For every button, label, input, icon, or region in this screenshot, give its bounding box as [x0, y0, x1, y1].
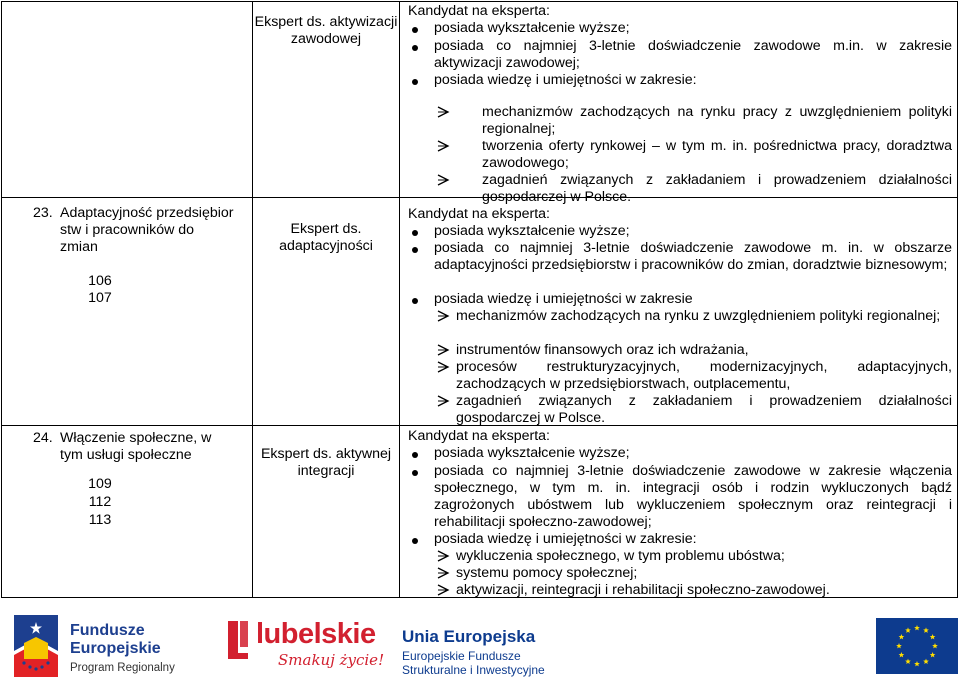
bullet-icon — [412, 230, 418, 236]
row-name-line: Adaptacyjność przedsiębior — [60, 205, 234, 221]
code-106: 106 — [88, 273, 112, 289]
row-number-23: 23. — [33, 205, 53, 221]
requirement-subitem: procesów restrukturyzacyjnych, modernizacyjnych, adaptacyjnych, zachodzących w przedsiębiorstwach, outplacementu, — [456, 359, 952, 392]
expert-aktywnej-integracji: Ekspert ds. aktywnej integracji — [260, 446, 392, 479]
arrow-bullet-icon — [436, 566, 450, 580]
row-number-24: 24. — [33, 430, 53, 446]
code-109: 109 — [88, 476, 112, 492]
bullet-icon — [412, 470, 418, 476]
table-border-top — [1, 1, 958, 2]
expert-adaptacyjnosci: Ekspert ds. adaptacyjności — [279, 221, 373, 254]
candidate-intro: Kandydat na eksperta: — [408, 206, 550, 222]
ue-line2: Strukturalne i Inwestycyjne — [402, 663, 545, 677]
bullet-icon — [412, 538, 418, 544]
bullet-icon — [412, 298, 418, 304]
requirement-bullet: posiada wiedzę i umiejętności w zakresie: — [434, 72, 697, 88]
requirement-bullet: posiada wykształcenie wyższe; — [434, 445, 630, 461]
arrow-bullet-icon — [436, 394, 450, 408]
arrow-bullet-icon — [436, 139, 450, 153]
arrow-bullet-icon — [436, 343, 450, 357]
requirement-subitem: aktywizacji, reintegracji i rehabilitacji społeczno-zawodowej. — [456, 582, 830, 598]
requirement-subitem: mechanizmów zachodzących na rynku pracy z uwzględnieniem polityki regionalnej; — [482, 104, 952, 137]
table-border-left — [1, 1, 2, 598]
footer-logos — [0, 605, 960, 685]
bullet-icon — [412, 452, 418, 458]
requirement-subitem: systemu pomocy społecznej; — [456, 565, 638, 581]
requirement-subitem: mechanizmów zachodzących na rynku z uwzględnieniem polityki regionalnej; — [456, 308, 941, 324]
ue-line1: Europejskie Fundusze — [402, 649, 521, 663]
arrow-bullet-icon — [436, 105, 450, 119]
code-112: 112 — [88, 494, 112, 510]
code-113: 113 — [88, 512, 112, 528]
bullet-icon — [412, 247, 418, 253]
criteria-table — [1, 1, 958, 598]
row-name-line: zmian — [60, 239, 98, 255]
arrow-bullet-icon — [436, 360, 450, 374]
requirement-bullet: posiada wiedzę i umiejętności w zakresie: — [434, 531, 697, 547]
row-name-wlaczenie: Włączenie społeczne, w tym usługi społeczne — [60, 430, 212, 463]
arrow-bullet-icon — [436, 583, 450, 597]
fe-line2: Europejskie — [70, 640, 161, 657]
requirement-bullet: posiada wykształcenie wyższe; — [434, 20, 630, 36]
candidate-intro: Kandydat na eksperta: — [408, 428, 550, 444]
fe-line3: Program Regionalny — [70, 662, 175, 674]
requirement-subitem: instrumentów finansowych oraz ich wdrażania, — [456, 342, 749, 358]
requirement-bullet: posiada co najmniej 3-letnie doświadczenie zawodowe m. in. w obszarze adaptacyjności przedsiębiorstw i pracowników do zmian, doradztwie biznesowym; — [434, 240, 952, 273]
requirement-bullet: posiada wykształcenie wyższe; — [434, 223, 630, 239]
lubelskie-wordmark: lubelskie — [256, 618, 376, 650]
requirement-subitem: tworzenia oferty rynkowej – w tym m. in. pośrednictwa pracy, doradztwa zawodowego; — [482, 138, 952, 171]
requirement-subitem: zagadnień związanych z zakładaniem i prowadzeniem działalności gospodarczej w Polsce. — [456, 393, 952, 426]
lubelskie-slogan: Smakuj życie! — [278, 651, 385, 669]
table-divider-2 — [399, 1, 400, 598]
bullet-icon — [412, 27, 418, 33]
requirement-bullet: posiada co najmniej 3-letnie doświadczenie zawodowe m.in. w zakresie aktywizacji zawodowej; — [434, 38, 952, 71]
arrow-bullet-icon — [436, 549, 450, 563]
requirement-subitem: wykluczenia społecznego, w tym problemu ubóstwa; — [456, 548, 785, 564]
table-border-right — [957, 1, 958, 598]
requirement-bullet: posiada co najmniej 3-letnie doświadczenie zawodowe w zakresie włączenia społecznego, w tym m. in. integracji osób i rodzin wykluczonych bądź zagrożonych ubóstwem lub wykluczeniem społecznym oraz reintegracji i rehabilitacji społeczno-zawodowej; — [434, 463, 952, 530]
fe-line1: Fundusze — [70, 622, 145, 639]
fundusze-europejskie-logo-icon — [12, 613, 60, 679]
bullet-icon — [412, 45, 418, 51]
bullet-icon — [412, 79, 418, 85]
requirement-bullet: posiada wiedzę i umiejętności w zakresie — [434, 291, 693, 307]
code-107: 107 — [88, 290, 112, 306]
row-name-line: stw i pracowników do — [60, 222, 195, 238]
table-divider-1 — [252, 1, 253, 598]
arrow-bullet-icon — [436, 309, 450, 323]
candidate-intro: Kandydat na eksperta: — [408, 3, 550, 19]
expert-aktywizacji: Ekspert ds. aktywizacji zawodowej — [254, 14, 398, 47]
arrow-bullet-icon — [436, 173, 450, 187]
requirement-subitem: zagadnień związanych z zakładaniem i prowadzeniem działalności gospodarczej w Polsce. — [482, 172, 952, 205]
ue-title: Unia Europejska — [402, 627, 536, 646]
lubelskie-logo-icon — [224, 617, 252, 661]
eu-flag-icon — [876, 618, 958, 674]
